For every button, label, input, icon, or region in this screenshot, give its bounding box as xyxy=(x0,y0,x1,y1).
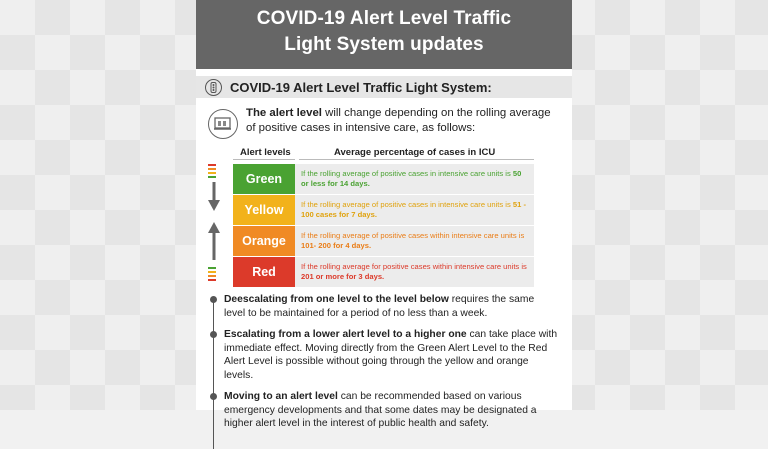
header-rule-left xyxy=(233,159,295,160)
level-desc-orange xyxy=(295,226,534,256)
level-desc-green xyxy=(295,164,534,194)
hospital-bed-icon xyxy=(208,109,238,139)
intro-text xyxy=(246,106,562,139)
desc-emph: 201 or more for 3 days. xyxy=(301,272,385,281)
rule-lead: Escalating from a lower alert level to a higher one xyxy=(224,329,467,340)
level-badge-green: Green xyxy=(233,164,295,194)
desc-emph: 51 - 100 cases for 7 days. xyxy=(301,199,526,219)
level-desc-yellow xyxy=(295,195,534,225)
level-dots-bottom xyxy=(208,267,216,281)
level-badge-orange: Orange xyxy=(233,226,295,256)
intro-lead: The alert level xyxy=(246,107,322,119)
level-dots-top xyxy=(208,164,216,178)
infographic-card xyxy=(196,0,572,429)
intro-block xyxy=(196,98,572,139)
alert-row-red xyxy=(233,257,534,287)
desc-emph: 50 or less for 14 days. xyxy=(301,168,522,188)
alert-row-orange xyxy=(233,226,534,256)
rules-list xyxy=(196,293,572,431)
intro-rest: will change depending on the rolling average of positive cases in intensive care, as follows: xyxy=(246,107,551,134)
header-rule-right xyxy=(299,159,534,160)
desc-text: If the rolling average of positive cases in intensive care units is xyxy=(301,199,513,209)
desc-emph: 101- 200 for 4 days. xyxy=(301,241,372,250)
rule-rest: requires the same level to be maintained for a period of no less than a week. xyxy=(224,294,535,319)
desc-text: If the rolling average for positive cases within intensive care units is xyxy=(301,261,527,271)
level-badge-yellow: Yellow xyxy=(233,195,295,225)
section-title: COVID-19 Alert Level Traffic Light System: xyxy=(230,79,492,95)
arrow-down-icon xyxy=(208,182,220,217)
timeline-line xyxy=(213,299,214,449)
traffic-light-icon xyxy=(205,79,222,96)
alert-row-yellow xyxy=(233,195,534,225)
desc-text: If the rolling average of positive cases within intensive care units is xyxy=(301,230,525,240)
arrow-up-icon xyxy=(208,222,220,265)
rule-lead: Deescalating from one level to the level below xyxy=(224,294,449,305)
alert-table xyxy=(196,147,572,285)
alert-row-green xyxy=(233,164,534,194)
banner-title-line-1: COVID-19 Alert Level Traffic xyxy=(256,8,512,29)
level-desc-red xyxy=(295,257,534,287)
rule-lead: Moving to an alert level xyxy=(224,391,338,402)
rule-deescalating xyxy=(224,293,558,320)
rule-moving xyxy=(224,390,558,431)
col-header-levels: Alert levels xyxy=(240,147,291,158)
rule-rest: can be recommended based on various emergency developments and that some dates may be designated a higher alert level in the interest of public health and safety. xyxy=(224,391,537,429)
title-banner xyxy=(196,0,572,69)
section-header xyxy=(196,76,572,98)
col-header-average: Average percentage of cases in ICU xyxy=(334,147,496,158)
desc-text: If the rolling average of positive cases in intensive care units is xyxy=(301,168,513,178)
level-badge-red: Red xyxy=(233,257,295,287)
banner-title-line-2: Light System updates xyxy=(284,34,484,55)
rule-rest: can take place with immediate effect. Moving directly from the Green Alert Level to the Red Alert Level is possible without going through the yellow and orange levels. xyxy=(224,329,558,381)
rule-escalating xyxy=(224,328,558,382)
